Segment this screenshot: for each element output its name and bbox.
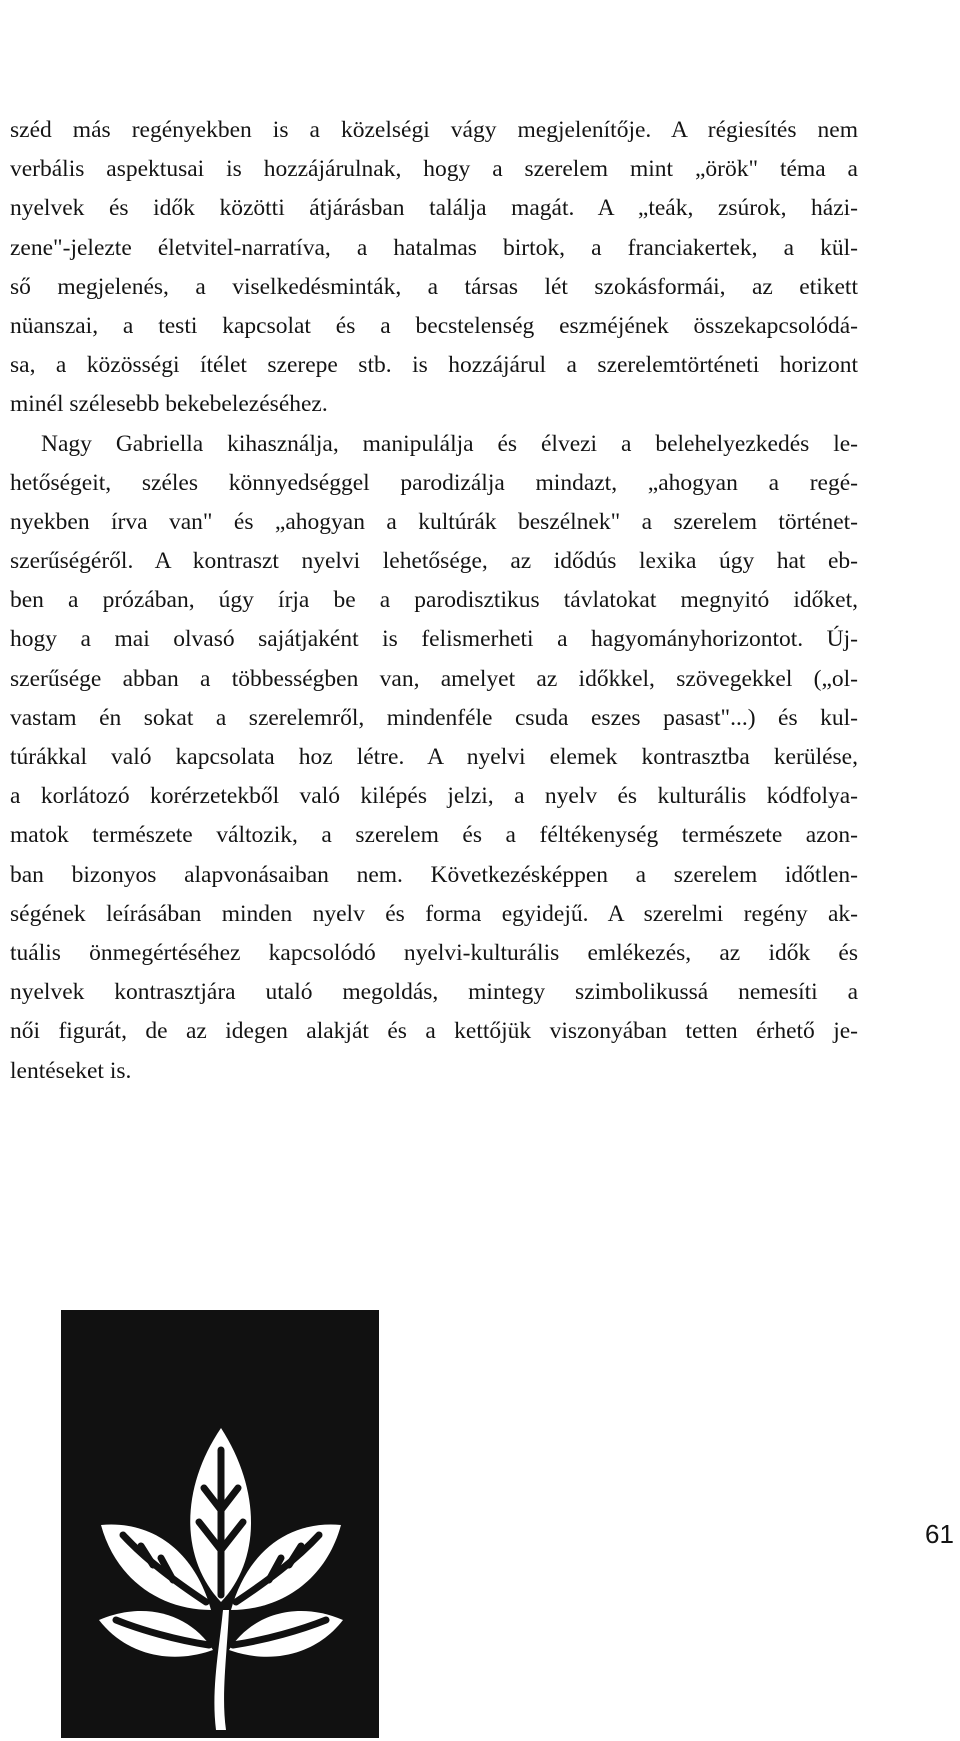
text-line: széd más regényekben is a közelségi vágy megjelenítője. A régiesítés nem: [10, 117, 858, 143]
page-number: 61: [925, 1519, 954, 1549]
text-line: matok természete változik, a szerelem és a féltékenység természete azon-: [10, 822, 858, 849]
text-line: nyelvek kontrasztjára utaló megoldás, mintegy szimbolikussá nemesíti a: [10, 979, 858, 1006]
text-line: hogy a mai olvasó sajátjaként is felismerheti a hagyományhorizontot. Új-: [10, 626, 858, 653]
text-line: hetőségeit, széles könnyedséggel parodizálja mindazt, „ahogyan a regé-: [10, 469, 858, 496]
text-line: minél szélesebb bekebelezéséhez.: [10, 391, 328, 418]
text-line: verbális aspektusai is hozzájárulnak, hogy a szerelem mint „örök" téma a: [10, 156, 858, 183]
text-line: zene"-jelezte életvitel-narratíva, a hatalmas birtok, a franciakertek, a kül-: [10, 234, 858, 261]
text-line: női figurát, de az idegen alakját és a kettőjük viszonyában tetten érhető je-: [10, 1018, 858, 1045]
text-line: sa, a közösségi ítélet szerepe stb. is hozzájárul a szerelemtörténeti horizont: [10, 352, 858, 379]
text-line: tuális önmegértéséhez kapcsolódó nyelvi-kulturális emlékezés, az idők és: [10, 939, 858, 966]
text-line: ségének leírásában minden nyelv és forma egyidejű. A szerelmi regény ak-: [10, 900, 858, 927]
text-line: vastam én sokat a szerelemről, mindenféle csuda eszes pasast"...) és kul-: [10, 704, 858, 731]
text-line: a korlátozó korérzetekből való kilépés jelzi, a nyelv és kulturális kódfolya-: [10, 783, 858, 810]
leaf-woodcut-ornament-icon: [61, 1310, 379, 1738]
text-line: nüanszai, a testi kapcsolat és a becstelenség eszméjének összekapcsolódá-: [10, 312, 858, 339]
text-line: szerűségéről. A kontraszt nyelvi lehetősége, az idődús lexika úgy hat eb-: [10, 548, 858, 575]
text-line: lentéseket is.: [10, 1057, 132, 1084]
body-text: [10, 111, 858, 1091]
text-line: ban bizonyos alapvonásaiban nem. Következésképpen a szerelem időtlen-: [10, 861, 858, 888]
text-line: túrákkal való kapcsolata hoz létre. A nyelvi elemek kontrasztba kerülése,: [10, 744, 858, 770]
text-line: Nagy Gabriella kihasználja, manipulálja és élvezi a belehelyezkedés le-: [41, 430, 858, 457]
text-line: nyekben írva van" és „ahogyan a kultúrák beszélnek" a szerelem történet-: [10, 508, 858, 535]
text-line: ső megjelenés, a viselkedésminták, a társas lét szokásformái, az etikett: [10, 273, 858, 300]
text-line: nyelvek és idők közötti átjárásban találja magát. A „teák, zsúrok, házi-: [10, 195, 858, 222]
text-line: ben a prózában, úgy írja be a parodisztikus távlatokat megnyitó időket,: [10, 587, 858, 614]
text-line: szerűsége abban a többességben van, amelyet az időkkel, szövegekkel („ol-: [10, 665, 858, 692]
